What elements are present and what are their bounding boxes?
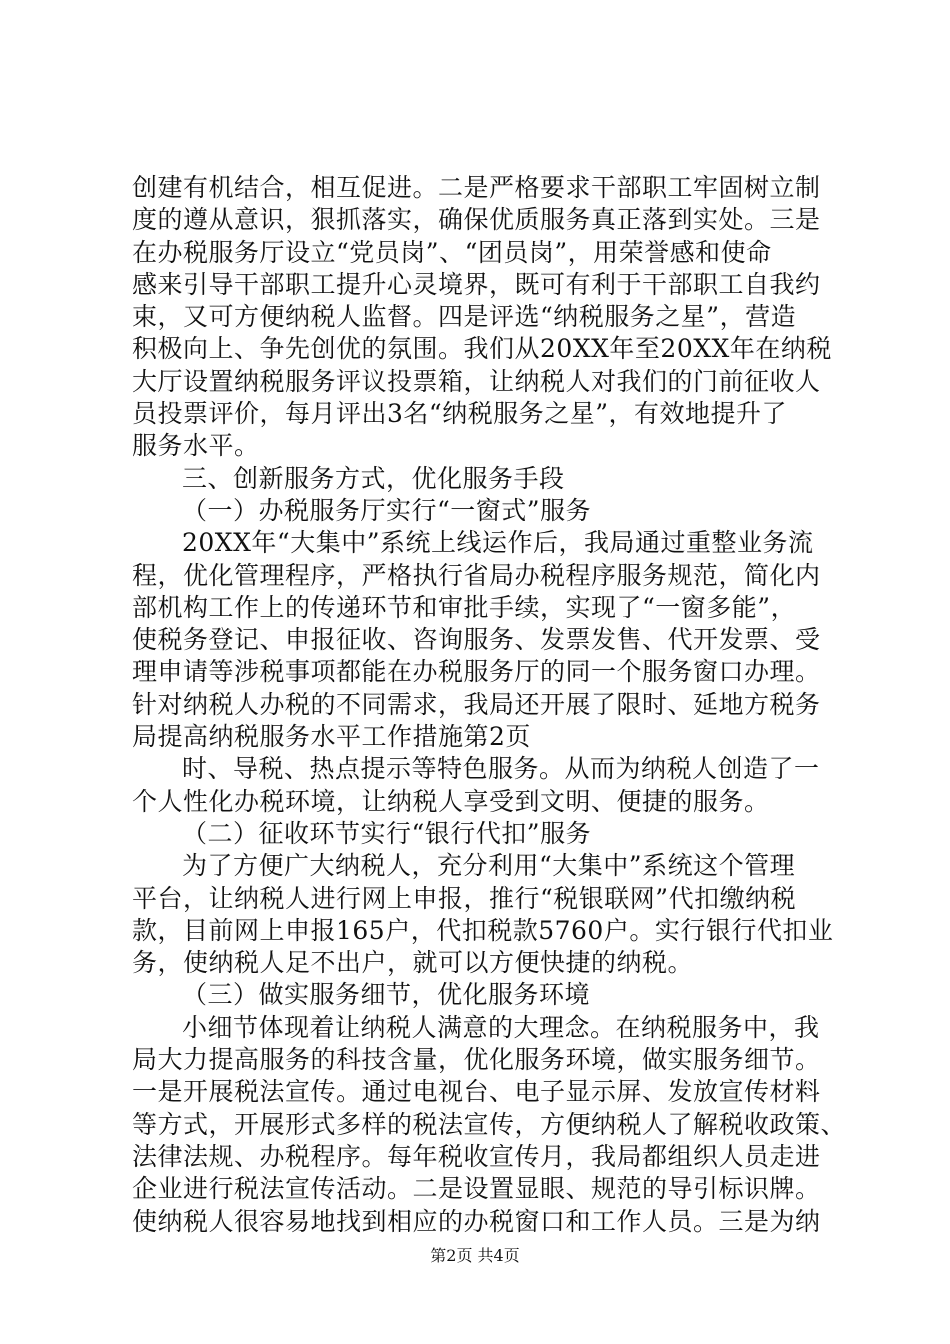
text-line: 使税务登记、申报征收、咨询服务、发票发售、代开发票、受 — [132, 625, 821, 655]
subsection-heading: （三）做实服务细节，优化服务环境 — [182, 980, 591, 1010]
text-line: 使纳税人很容易地找到相应的办税窗口和工作人员。三是为纳 — [132, 1206, 821, 1236]
text-line: 部机构工作上的传递环节和审批手续，实现了“一窗多能”， — [132, 592, 797, 622]
text-line: 等方式，开展形式多样的税法宣传，方便纳税人了解税收政策、 — [132, 1109, 847, 1139]
text-line: 局大力提高服务的科技含量，优化服务环境，做实服务细节。 — [132, 1045, 821, 1075]
body-text — [132, 172, 847, 1238]
text-line: 创建有机结合，相互促进。二是严格要求干部职工牢固树立制 — [132, 173, 821, 202]
text-line: 局提高纳税服务水平工作措施第2页 — [132, 722, 531, 752]
text-line: 小细节体现着让纳税人满意的大理念。在纳税服务中，我 — [182, 1012, 820, 1042]
text-line: 感来引导干部职工提升心灵境界，既可有利于干部职工自我约 — [132, 269, 821, 299]
text-line: 个人性化办税环境，让纳税人享受到文明、便捷的服务。 — [132, 786, 770, 816]
section-heading: 三、创新服务方式，优化服务手段 — [182, 463, 565, 493]
text-line: 束，又可方便纳税人监督。四是评选“纳税服务之星”，营造 — [132, 302, 797, 332]
text-line: 为了方便广大纳税人，充分利用“大集中”系统这个管理 — [182, 851, 796, 881]
text-line: 大厅设置纳税服务评议投票箱，让纳税人对我们的门前征收人 — [132, 366, 821, 396]
text-line: 时、导税、热点提示等特色服务。从而为纳税人创造了一 — [182, 754, 820, 784]
text-line: 款，目前网上申报165户，代扣税款5760户。实行银行代扣业 — [132, 915, 834, 945]
text-line: 理申请等涉税事项都能在办税服务厅的同一个服务窗口办理。 — [132, 657, 821, 687]
text-line: 积极向上、争先创优的氛围。我们从20XX年至20XX年在纳税 — [132, 334, 832, 364]
subsection-heading: （二）征收环节实行“银行代扣”服务 — [182, 818, 592, 848]
text-line: 针对纳税人办税的不同需求，我局还开展了限时、延地方税务 — [132, 689, 821, 719]
text-line: 法律法规、办税程序。每年税收宣传月，我局都组织人员走进 — [132, 1141, 821, 1171]
text-line: 度的遵从意识，狠抓落实，确保优质服务真正落到实处。三是 — [132, 205, 821, 235]
text-line: 20XX年“大集中”系统上线运作后，我局通过重整业务流 — [182, 528, 814, 558]
text-line: 企业进行税法宣传活动。二是设置显眼、规范的导引标识牌。 — [132, 1174, 821, 1204]
text-line: 平台，让纳税人进行网上申报，推行“税银联网”代扣缴纳税 — [132, 883, 797, 913]
text-line: 务，使纳税人足不出户，就可以方便快捷的纳税。 — [132, 948, 694, 978]
text-line: 员投票评价，每月评出3名“纳税服务之星”，有效地提升了 — [132, 399, 787, 429]
page-footer: 第2页 共4页 — [430, 1246, 520, 1265]
subsection-heading: （一）办税服务厅实行“一窗式”服务 — [182, 495, 592, 525]
text-line: 一是开展税法宣传。通过电视台、电子显示屏、发放宣传材料 — [132, 1077, 821, 1107]
text-line: 服务水平。 — [132, 431, 260, 461]
text-line: 程，优化管理程序，严格执行省局办税程序服务规范，简化内 — [132, 560, 821, 590]
text-line: 在办税服务厅设立“党员岗”、“团员岗”，用荣誉感和使命 — [132, 237, 772, 267]
